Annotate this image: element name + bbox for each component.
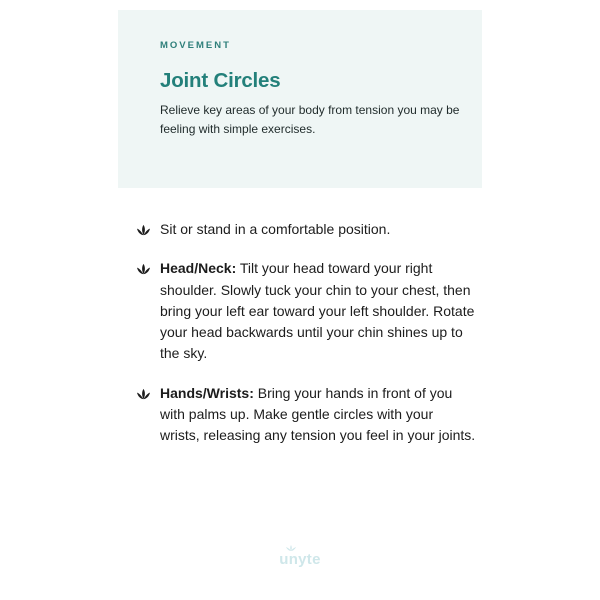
step-item <box>136 383 476 447</box>
card-header <box>118 10 482 188</box>
step-text: Sit or stand in a comfortable position. <box>160 221 391 237</box>
step-item <box>136 258 476 364</box>
card-title: Joint Circles <box>160 69 281 92</box>
steps-list <box>136 219 476 465</box>
step-lead: Head/Neck: <box>160 260 237 277</box>
brand-logo <box>276 545 324 571</box>
step-item <box>136 219 476 240</box>
lotus-icon <box>136 224 151 237</box>
card-subtitle: Relieve key areas of your body from tension you may be feeling with simple exercises. <box>160 103 460 136</box>
step-text: Tilt your head toward your right shoulder. Slowly tuck your chin to your chest, then bring your left ear toward your left shoulder. Rotate your head backwards until your chin shines up to the sky. <box>160 260 475 362</box>
category-label: MOVEMENT <box>160 40 231 51</box>
lotus-icon <box>136 263 151 276</box>
brand-name: unyte <box>279 551 321 568</box>
step-lead: Hands/Wrists: <box>160 384 254 401</box>
exercise-card <box>118 10 482 590</box>
step-text: Bring your hands in front of you with palms up. Make gentle circles with your wrists, releasing any tension you feel in your joints. <box>160 384 476 444</box>
lotus-icon <box>136 388 151 401</box>
